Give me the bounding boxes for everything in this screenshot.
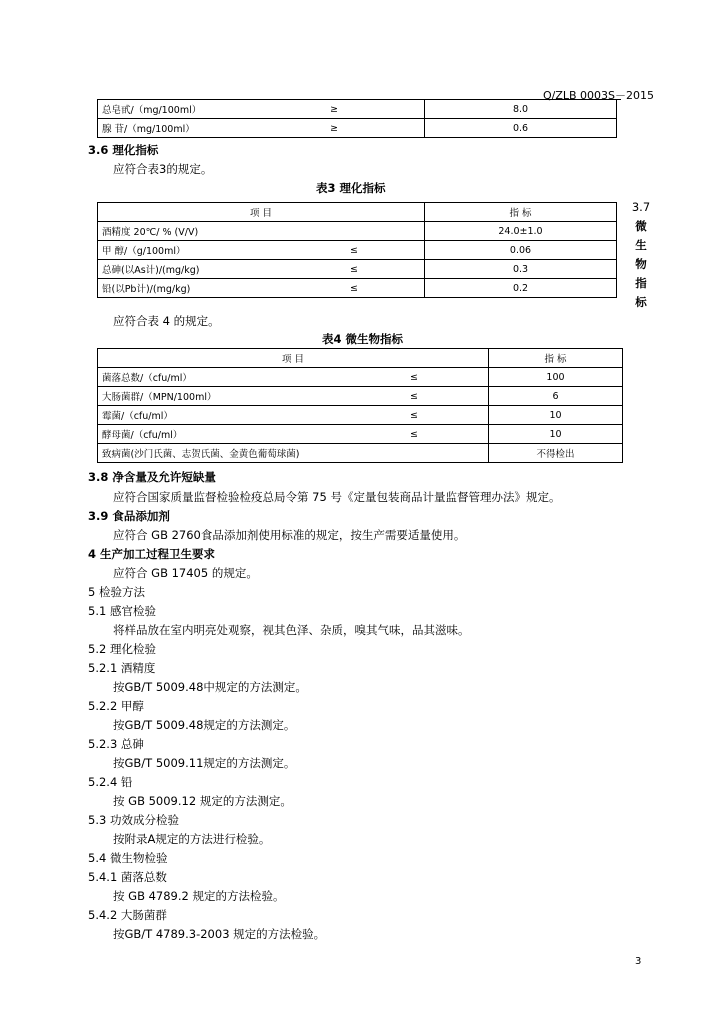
table-cell-value: 6	[489, 387, 623, 406]
table-row	[98, 260, 617, 279]
table-header-item: 项 目	[98, 349, 489, 368]
table-cell-item: 菌落总数/（cfu/ml）	[98, 368, 407, 387]
table-cell-item: 甲 醇/（g/100ml）	[98, 241, 347, 260]
table-cell-value: 不得检出	[489, 444, 623, 463]
section-5-2-3-title: 5.2.3 总砷	[88, 737, 144, 751]
table-cell-op: ≤	[346, 279, 425, 298]
table-cell-item: 大肠菌群/（MPN/100ml）	[98, 387, 407, 406]
section-5-3-title: 5.3 功效成分检验	[88, 813, 179, 827]
table-row	[98, 100, 617, 119]
table-top	[97, 99, 617, 138]
table4	[97, 348, 623, 463]
table-cell-item: 酒精度 20℃/ % (V/V)	[98, 222, 347, 241]
section-3-6-text: 应符合表3的规定。	[113, 162, 213, 176]
table3	[97, 202, 617, 298]
table-cell-op: ≤	[346, 260, 425, 279]
table-cell-op: ≤	[406, 387, 489, 406]
table-cell-item: 总皂甙/（mg/100ml）	[98, 100, 327, 119]
table-cell-value: 10	[489, 406, 623, 425]
table-cell-value: 10	[489, 425, 623, 444]
table-row	[98, 119, 617, 138]
table-cell-op: ≥	[326, 100, 425, 119]
section-3-9-title: 3.9 食品添加剂	[88, 509, 170, 523]
section-4-title: 4 生产加工过程卫生要求	[88, 547, 216, 561]
table-cell-item: 酵母菌/（cfu/ml）	[98, 425, 407, 444]
table-cell-item: 霉菌/（cfu/ml）	[98, 406, 407, 425]
section-5-4-title: 5.4 微生物检验	[88, 851, 168, 865]
section-5-2-2-text: 按GB/T 5009.48规定的方法测定。	[113, 718, 296, 732]
table-cell-op: ≤	[406, 368, 489, 387]
section-3-8-title: 3.8 净含量及允许短缺量	[88, 470, 216, 484]
table-cell-item: 铅(以Pb计)/(mg/kg)	[98, 279, 347, 298]
section-5-1-text: 将样品放在室内明亮处观察，视其色泽、杂质，嗅其气味，品其滋味。	[113, 623, 470, 637]
table-row	[98, 387, 623, 406]
table-cell-value: 100	[489, 368, 623, 387]
section-3-8-text: 应符合国家质量监督检验检疫总局令第 75 号《定量包装商品计量监督管理办法》规定。	[113, 490, 561, 504]
table-cell-value: 8.0	[425, 100, 617, 119]
table-cell-value: 0.06	[425, 241, 617, 260]
section-5-1-title: 5.1 感官检验	[88, 604, 156, 618]
table-row	[98, 425, 623, 444]
section-3-7-char: 微	[635, 219, 647, 233]
section-5-2-1-text: 按GB/T 5009.48中规定的方法测定。	[113, 680, 307, 694]
section-3-7-char: 指	[635, 276, 647, 290]
section-5-2-4-text: 按 GB 5009.12 规定的方法测定。	[113, 794, 292, 808]
section-3-9-text: 应符合 GB 2760食品添加剂使用标准的规定，按生产需要适量使用。	[113, 528, 466, 542]
section-3-6-title: 3.6 理化指标	[88, 143, 159, 157]
section-5-4-1-title: 5.4.1 菌落总数	[88, 870, 167, 884]
table-header-row	[98, 203, 617, 222]
section-5-2-2-title: 5.2.2 甲醇	[88, 699, 144, 713]
table-row	[98, 241, 617, 260]
table-cell-value: 24.0±1.0	[425, 222, 617, 241]
table-cell-op: ≤	[406, 425, 489, 444]
table3-caption: 表3 理化指标	[316, 181, 386, 195]
section-5-4-2-text: 按GB/T 4789.3-2003 规定的方法检验。	[113, 927, 326, 941]
table-cell-value: 0.2	[425, 279, 617, 298]
section-4-text: 应符合 GB 17405 的规定。	[113, 566, 258, 580]
table-cell-item: 致病菌(沙门氏菌、志贺氏菌、金黄色葡萄球菌)	[98, 444, 407, 463]
table-header-value: 指 标	[489, 349, 623, 368]
section-5-2-title: 5.2 理化检验	[88, 642, 156, 656]
section-5-4-2-title: 5.4.2 大肠菌群	[88, 908, 167, 922]
section-5-2-1-title: 5.2.1 酒精度	[88, 661, 156, 675]
page-number: 3	[635, 956, 642, 967]
section-5-2-4-title: 5.2.4 铅	[88, 775, 133, 789]
table-header-item: 项 目	[98, 203, 425, 222]
table-row	[98, 368, 623, 387]
table-header-value: 指 标	[425, 203, 617, 222]
table-row	[98, 444, 623, 463]
section-3-7-number: 3.7	[631, 200, 651, 214]
section-5-title: 5 检验方法	[88, 585, 145, 599]
table-cell-op	[406, 444, 489, 463]
section-5-3-text: 按附录A规定的方法进行检验。	[113, 832, 271, 846]
section-5-2-3-text: 按GB/T 5009.11规定的方法测定。	[113, 756, 296, 770]
table-cell-value: 0.3	[425, 260, 617, 279]
table-row	[98, 222, 617, 241]
section-3-7-text: 应符合表 4 的规定。	[113, 314, 220, 328]
document-code: Q/ZLB 0003S－2015	[542, 89, 654, 102]
section-3-7-char: 生	[635, 238, 647, 252]
table-row	[98, 406, 623, 425]
table4-caption: 表4 微生物指标	[322, 332, 404, 346]
table-cell-op: ≤	[406, 406, 489, 425]
table-cell-op: ≥	[326, 119, 425, 138]
table-cell-value: 0.6	[425, 119, 617, 138]
table-cell-item: 总砷(以As计)/(mg/kg)	[98, 260, 347, 279]
section-3-7-char: 标	[635, 295, 647, 309]
table-cell-op	[346, 222, 425, 241]
table-header-row	[98, 349, 623, 368]
section-3-7-char: 物	[635, 257, 647, 271]
section-5-4-1-text: 按 GB 4789.2 规定的方法检验。	[113, 889, 285, 903]
table-cell-op: ≤	[346, 241, 425, 260]
table-row	[98, 279, 617, 298]
table-cell-item: 腺 苷/（mg/100ml）	[98, 119, 327, 138]
